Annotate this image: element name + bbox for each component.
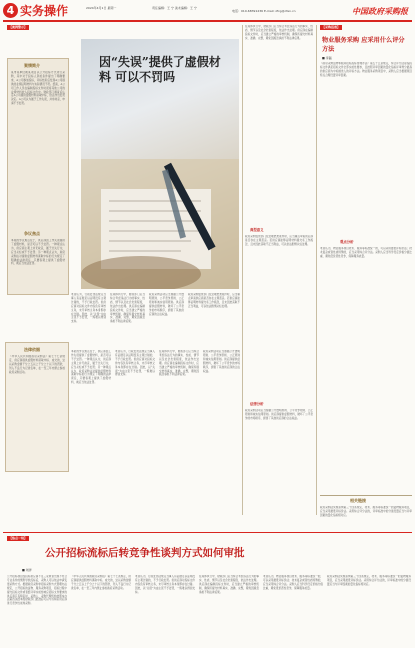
masthead-rule — [3, 20, 412, 22]
left-col-body-4: 政府采购监管部门在处理此类案件时，应当重点审查供应商是否存在主观恶意。若供应商能够证明材料提交系工作疏忽，且未因此获取不正当利益，可以依法酌情从轻处理。 — [188, 293, 240, 308]
lower-col-body-2: 笔者认为，行政处罚法规定当事人有证据足以证明没有主观过错的，不予行政处罚。但供应商对投标文件内容负有审核义务，未尽审核义务本身即存在过错。因此，以“失误”为由主张不予处罚，一般难以得到支持。 — [115, 350, 155, 377]
bottom-col-body-3: 笔者认为，行政处罚法规定当事人有证据足以证明没有主观过错的，不予行政处罚。但供应商对投标文件内容负有审核义务，未尽审核义务本身即存在过错。因此，以“失误”为由主张不予处罚，一般难以得到支持。 — [135, 575, 195, 594]
related-body: 政府采购法实施条例第三十四条规定，技术、服务等标准统一的货物服务项目，应当采用最低评标价法。采用综合评分法的，评审标准中的分值设置应当与评审因素的量化指标相对应。 — [320, 506, 412, 517]
masthead — [0, 0, 415, 22]
case-summary-box — [7, 58, 69, 295]
legal-basis-title: 法律依据 — [24, 347, 40, 352]
left-col-body-3: 政府采购活动应当遵循公开透明原则、公平竞争原则、公正原则和诚实信用原则。供应商提供虚假材料，破坏了公平竞争的市场秩序，损害了其他供应商的合法权益。 — [149, 293, 184, 316]
right-story-body-top: 《政府采购货物和服务招标投标管理办法》第五十五条规定，综合评分法是指投标文件满足招标文件全部实质性要求，且按照评审因素的量化指标评审得分最高的供应商为中标候选人的评标方法。物业服务采购项目中，采购人应当根据项目特点合理设置评审因素。 — [320, 62, 412, 77]
related-title: 相关链接 — [350, 498, 366, 503]
bottom-col-body-1: 公开招标项目因投标供应商不足三家或者出现不符合专业条件的情形导致流标后，采购人可以依法申请变更采购方式。根据政府采购非招标采购方式管理办法规定，公开招标的货物、服务采购项目，招标过程中提交投标文件或者经评审实质性响应招标文件要求的供应商只有两家时，采购人、采购代理机构按照本办法第四条经本级财政部门批准后可以与该两家供应商进行竞争性谈判采购。 — [7, 575, 67, 606]
section-name: 实务操作 — [20, 4, 69, 18]
bottom-col-body-2: 《中华人民共和国政府采购法》第七十七条规定，供应商提供虚假材料谋取中标、成交的，处以采购金额千分之五以上千分之十以下的罚款，列入不良行为记录名单，在一至三年内禁止参加政府采购活动。 — [71, 575, 131, 590]
right-column-divider — [316, 25, 317, 515]
issue-date: 2024年4月1日 星期一 — [86, 6, 117, 10]
lower-col-body-3: 在具体执行中，财政部门应当综合考虑违法行为的事实、性质、情节以及社会危害程度，依法作出处理。供应商在编制投标文件时，应当建立严格的审核机制，确保所提交材料真实、准确、完整，避免因疏忽承担不利法律后果。 — [159, 350, 199, 377]
middle-subhead-1: 典型意义 — [250, 228, 264, 232]
editor-line: 责任编辑：王 宁 美术编辑：王 宁 — [152, 6, 197, 10]
lower-col-body-1: 本案的争议焦点在于，供应商因工作失误提供了虚假材料，是否可以不予处罚。一种观点认为，供应商主观上并无故意，属于过失行为，应当从轻或不予处罚；另一种观点认为，政府采购法对提供虚假材料谋取中标的行为规定了明确的法律责任，只要客观上提供了虚假材料，就应当依法处罚。 — [71, 350, 111, 385]
paper-name-logo: 中国政府采购报 — [352, 6, 408, 16]
legal-basis-body: 《中华人民共和国政府采购法》第七十七条规定，供应商提供虚假材料谋取中标、成交的，处以采购金额千分之五以上千分之十以下的罚款，列入不良行为记录名单，在一至三年内禁止参加政府采购活动。 — [9, 355, 65, 374]
dispute-body: 本案的争议焦点在于，供应商因工作失误提供了虚假材料，是否可以不予处罚。一种观点认为，供应商主观上并无故意，属于过失行为，应当从轻或不予处罚；另一种观点认为，政府采购法对提供虚假材料谋取中标的行为规定了明确的法律责任，只要客观上提供了虚假材料，就应当依法处罚。 — [11, 239, 65, 266]
left-story-tag: 【案例警示】 — [9, 25, 28, 29]
middle-subhead-2: 法律分析 — [250, 402, 264, 406]
left-col-body-1: 笔者认为，行政处罚法规定当事人有证据足以证明没有主观过错的，不予行政处罚。但供应商对投标文件内容负有审核义务，未尽审核义务本身即存在过错。因此，以“失误”为由主张不予处罚，一般难以得到支持。 — [71, 293, 106, 324]
bottom-col-body-4: 在具体执行中，财政部门应当综合考虑违法行为的事实、性质、情节以及社会危害程度，依法作出处理。供应商在编制投标文件时，应当建立严格的审核机制，确保所提交材料真实、准确、完整，避免因疏忽承担不利法律后果。 — [199, 575, 259, 594]
case-summary-title: 案情简介 — [24, 63, 40, 68]
bottom-story-byline: ■ 刘洋 — [22, 568, 32, 572]
case-summary-body: 某市某单位就某项目以公开招标方式进行采购，其中对于投标人资质条件提出了明确要求，A公司参加投标，评标结束后发现A公司提供的业绩证明材料与实际情况不符。经查，A公司工作人员在编制投标文件时误将其他公司的业绩材料放入投标文件中。财政部门调查后认定A公司提供虚假材料谋取中标，依法作出处罚决定。A公司认为属于工作失误，并非故意，申请不予处罚。 — [11, 71, 65, 106]
bottom-story-rule — [3, 532, 412, 533]
left-col-body-2: 在具体执行中，财政部门应当综合考虑违法行为的事实、性质、情节以及社会危害程度，依法作出处理。供应商在编制投标文件时，应当建立严格的审核机制，确保所提交材料真实、准确、完整，避免因疏忽承担不利法律后果。 — [110, 293, 145, 324]
right-story-headline: 物业服务采购 应采用什么评分方法 — [322, 37, 405, 53]
dispute-title: 争议焦点 — [24, 231, 40, 236]
left-story-headline: 因“失误”提供了虚假材料 可以不罚吗 — [99, 55, 221, 84]
contact-line: 电话：010-68391236 E-mail: zfcg@cfen.cn — [232, 9, 296, 13]
bottom-col-body-6: 政府采购法实施条例第三十四条规定，技术、服务等标准统一的货物服务项目，应当采用最低评标价法。采用综合评分法的，评审标准中的分值设置应当与评审因素的量化指标相对应。 — [327, 575, 411, 586]
lower-col-body-4: 政府采购活动应当遵循公开透明原则、公平竞争原则、公正原则和诚实信用原则。供应商提供虚假材料，破坏了公平竞争的市场秩序，损害了其他供应商的合法权益。 — [203, 350, 240, 373]
column-divider — [242, 25, 243, 515]
related-divider — [320, 495, 412, 496]
bottom-story-tag: 【热点一线】 — [9, 536, 28, 540]
middle-col-body-top: 在具体执行中，财政部门应当综合考虑违法行为的事实、性质、情节以及社会危害程度，依法作出处理。供应商在编制投标文件时，应当建立严格的审核机制，确保所提交材料真实、准确、完整，避免因疏忽承担不利法律后果。 — [245, 25, 313, 40]
feature-photo — [81, 39, 239, 289]
right-story-subhead: 观点分析 — [340, 240, 354, 244]
section-number-badge: 4 — [3, 3, 18, 18]
legal-basis-box — [5, 342, 69, 472]
bottom-story-headline: 公开招标流标后转竞争性谈判方式如何审批 — [45, 547, 245, 559]
right-story-body-bottom: 笔者认为，物业服务项目技术、服务等标准统一的，可以采用最低评标价法；技术复杂或者性质特殊的，应当采用综合评分法。采购人应当科学设定价格分值比重，避免低价恶性竞争，保障服务质量。 — [320, 247, 412, 258]
right-story-tag: 【采购指南】 — [322, 25, 341, 29]
right-story-byline: ■ 李磊 — [322, 56, 332, 60]
bottom-col-body-5: 笔者认为，物业服务项目技术、服务等标准统一的，可以采用最低评标价法；技术复杂或者性质特殊的，应当采用综合评分法。采购人应当科学设定价格分值比重，避免低价恶性竞争，保障服务质量。 — [263, 575, 323, 590]
middle-col-body-mid: 政府采购监管部门在处理此类案件时，应当重点审查供应商是否存在主观恶意。若供应商能够证明材料提交系工作疏忽，且未因此获取不正当利益，可以依法酌情从轻处理。 — [245, 235, 313, 246]
middle-col-body-bottom: 政府采购活动应当遵循公开透明原则、公平竞争原则、公正原则和诚实信用原则。供应商提供虚假材料，破坏了公平竞争的市场秩序，损害了其他供应商的合法权益。 — [245, 409, 313, 420]
